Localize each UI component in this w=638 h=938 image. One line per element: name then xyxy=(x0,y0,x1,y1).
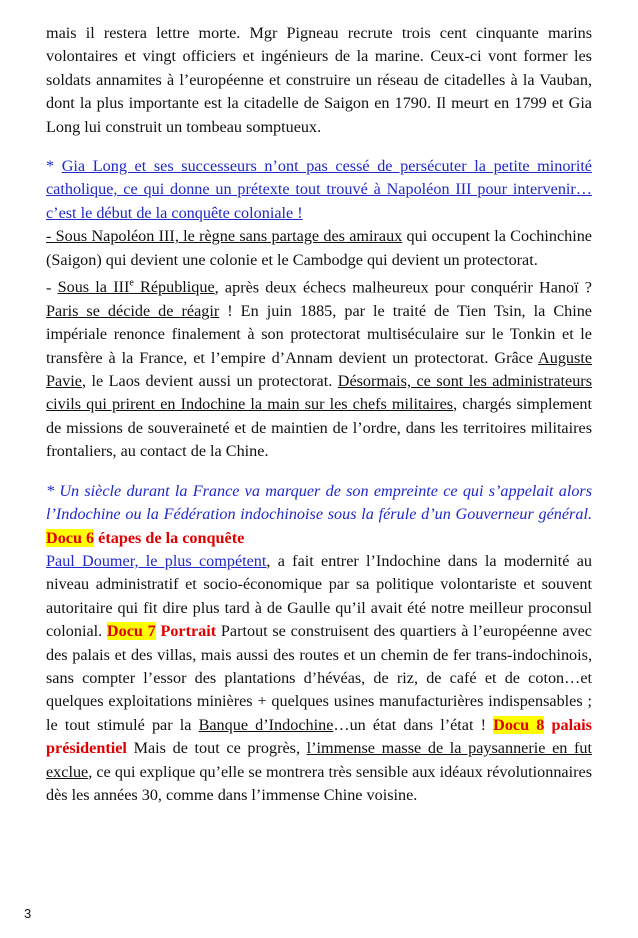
paris-reagir: Paris se décide de réagir xyxy=(46,301,220,320)
paragraph-republique xyxy=(46,272,592,464)
administrateurs-civils: Désormais, ce sont les administrateurs civils qui prirent en Indochine la main sur les chefs militaires xyxy=(46,372,592,414)
doumer-t5: , ce qui explique qu’elle se montrera très sensible aux idéaux révolutionnaires dès les années 30, comme dans l’immense Chine voisine. xyxy=(46,762,592,804)
napoleon-underline: Sous Napoléon III, le règne sans partage des amiraux xyxy=(55,227,403,246)
page-number: 3 xyxy=(24,906,32,921)
docu6-caption: étapes de la conquête xyxy=(94,528,245,547)
banque-indochine: Banque d’Indochine xyxy=(198,715,334,734)
napoleon-rest: qui occupent la Cochinchine (Saigon) qui devient une colonie et le Cambodge qui devient un protectorat. xyxy=(46,227,592,269)
gia-long-text: Gia Long et ses successeurs n’ont pas cessé de persécuter la petite minorité catholique, ce qui donne un prétexte tout trouvé à Napoléon III pour intervenir…c’est le début de la conquête coloniale ! xyxy=(46,157,592,222)
auguste-pavie: Auguste Pavie xyxy=(46,348,592,391)
docu8-caption: palais présidentiel xyxy=(46,715,592,758)
doumer-t4: Mais de tout ce progrès, xyxy=(126,739,307,758)
docu8-label: Docu 8 xyxy=(493,715,545,734)
paragraph-pigneau: mais il restera lettre morte. Mgr Pigneau recrute trois cent cinquante marins volontaires et vingt officiers et ingénieurs de la marine. Ceux-ci vont former les soldats annamites à l’européenne et construire un réseau de citadelles à la Vauban, dont la plus importante est la citadelle de Saigon en 1790. Il meurt en 1799 et Gia Long lui construit un tombeau somptueux. xyxy=(46,24,592,136)
docu7-label: Docu 7 xyxy=(106,622,156,641)
republique-t2: ! En juin 1885, par le traité de Tien Tsin, la Chine impériale renonce finalement à son protectorat multiséculaire sur le Tonkin et le transfère à la France, et l’empire d’Annam devient un protectorat. Grâce xyxy=(46,301,592,367)
doumer-t2: Partout se construisent des quartiers à l’européenne avec des palais et des villas, mais aussi des routes et un chemin de fer trans-indochinois, sans compter l’essor des plantations d’hévéas, de riz, de café et de coton…et quelques exploitations minières + quelques usines manufacturières indispensables ; le tout stimulé par la xyxy=(46,622,592,734)
republique-t1: , après deux échecs malheureux pour conquérir Hanoï ? xyxy=(214,278,592,297)
paragraph-doumer xyxy=(46,550,592,807)
republique-title-b: République xyxy=(133,278,215,297)
docu6-label: Docu 6 xyxy=(46,528,95,547)
republique-sup: e xyxy=(129,278,134,290)
republique-title xyxy=(58,278,215,296)
paysannerie-exclue: l’immense masse de la paysannerie en fut exclue xyxy=(46,739,592,781)
siecle-star: * xyxy=(46,481,60,500)
paragraph-siecle xyxy=(46,480,592,550)
docu7-caption: Portrait xyxy=(155,622,217,641)
bullet-star: * xyxy=(46,157,62,176)
paragraph-napoleon xyxy=(46,225,592,272)
republique-title-a: Sous la III xyxy=(57,278,130,297)
paul-doumer: Paul Doumer, le plus compétent xyxy=(46,551,267,570)
document-page xyxy=(46,22,592,807)
napoleon-dash: - xyxy=(46,227,56,246)
republique-t4: , chargés simplement de missions de souveraineté et de maintien de l’ordre, dans les territoires militaires frontaliers, au contact de la Chine. xyxy=(46,395,593,461)
paragraph-gia-long xyxy=(46,155,592,225)
republique-t3: , le Laos devient aussi un protectorat. xyxy=(81,372,338,391)
siecle-text: Un siècle durant la France va marquer de son empreinte ce qui s’appelait alors l’Indochine ou la Fédération indochinoise sous la férule d’un Gouverneur général. xyxy=(46,481,593,524)
doumer-t1: , a fait entrer l’Indochine dans la modernité au niveau administratif et socio-économique par sa politique volontariste et souvent autoritaire qui fit dire plus tard à de Gaulle qu’il avait été notre meilleur proconsul colonial. xyxy=(46,551,593,641)
doumer-t3: …un état dans l’état ! xyxy=(333,715,494,734)
republique-dash: - xyxy=(46,278,58,297)
